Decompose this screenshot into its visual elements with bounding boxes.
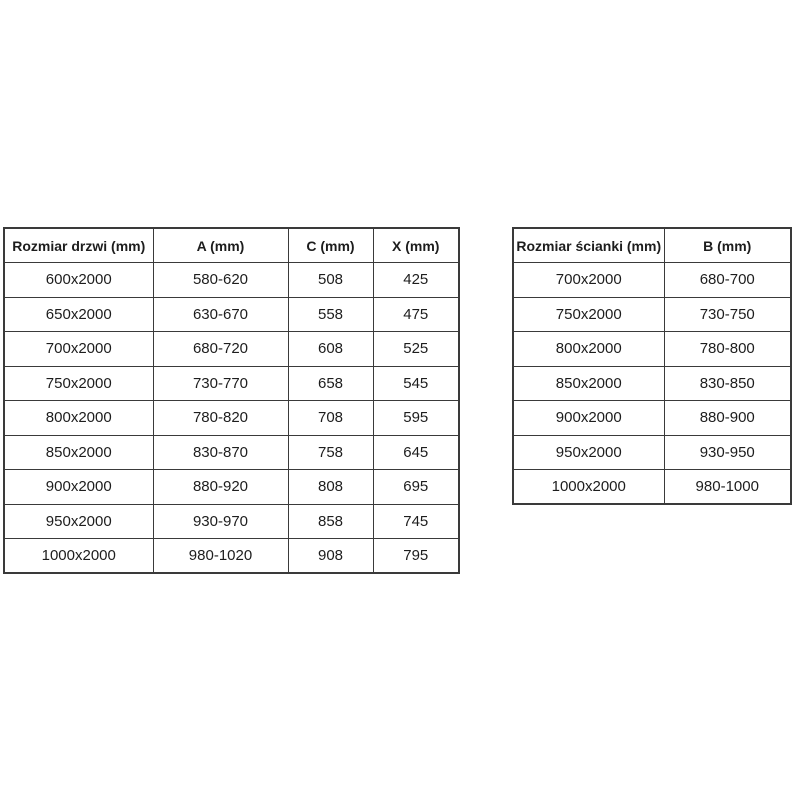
table-cell: 580-620	[153, 263, 288, 298]
table-cell: 830-870	[153, 435, 288, 470]
table-cell: 558	[288, 297, 373, 332]
table-cell: 525	[373, 332, 459, 367]
table-cell: 850x2000	[4, 435, 153, 470]
table-row	[4, 435, 459, 470]
table-row	[4, 401, 459, 436]
table-cell: 730-770	[153, 366, 288, 401]
table-row	[4, 470, 459, 505]
table-row	[4, 539, 459, 574]
column-header: X (mm)	[373, 228, 459, 263]
table-cell: 658	[288, 366, 373, 401]
table-cell: 680-700	[664, 263, 791, 298]
table-cell: 830-850	[664, 366, 791, 401]
table-cell: 680-720	[153, 332, 288, 367]
door-size-table	[3, 227, 460, 574]
table-row	[513, 366, 791, 401]
table-cell: 608	[288, 332, 373, 367]
table-row	[4, 504, 459, 539]
column-header: Rozmiar ścianki (mm)	[513, 228, 664, 263]
table-row	[513, 263, 791, 298]
table-cell: 880-920	[153, 470, 288, 505]
table-row	[513, 401, 791, 436]
table-cell: 700x2000	[513, 263, 664, 298]
table-cell: 950x2000	[513, 435, 664, 470]
table-cell: 595	[373, 401, 459, 436]
table-row	[4, 366, 459, 401]
table-cell: 600x2000	[4, 263, 153, 298]
table-cell: 750x2000	[4, 366, 153, 401]
table-cell: 800x2000	[4, 401, 153, 436]
table-cell: 808	[288, 470, 373, 505]
table-cell: 708	[288, 401, 373, 436]
table-cell: 930-950	[664, 435, 791, 470]
wall-size-table	[512, 227, 792, 505]
table-cell: 695	[373, 470, 459, 505]
table-cell: 900x2000	[513, 401, 664, 436]
table-cell: 858	[288, 504, 373, 539]
table-cell: 1000x2000	[4, 539, 153, 574]
column-header: Rozmiar drzwi (mm)	[4, 228, 153, 263]
table-row	[513, 332, 791, 367]
table-row	[513, 470, 791, 505]
table-cell: 880-900	[664, 401, 791, 436]
table-cell: 850x2000	[513, 366, 664, 401]
table-row	[4, 332, 459, 367]
header-row	[4, 228, 459, 263]
table-cell: 950x2000	[4, 504, 153, 539]
table-cell: 758	[288, 435, 373, 470]
table-cell: 508	[288, 263, 373, 298]
table-row	[513, 435, 791, 470]
table-cell: 750x2000	[513, 297, 664, 332]
table-cell: 475	[373, 297, 459, 332]
table-cell: 800x2000	[513, 332, 664, 367]
table-cell: 630-670	[153, 297, 288, 332]
table-row	[4, 263, 459, 298]
table-cell: 795	[373, 539, 459, 574]
table-cell: 425	[373, 263, 459, 298]
column-header: A (mm)	[153, 228, 288, 263]
table-cell: 980-1020	[153, 539, 288, 574]
table-cell: 900x2000	[4, 470, 153, 505]
table-cell: 745	[373, 504, 459, 539]
table-cell: 908	[288, 539, 373, 574]
table-cell: 700x2000	[4, 332, 153, 367]
table-cell: 980-1000	[664, 470, 791, 505]
header-row	[513, 228, 791, 263]
table-row	[513, 297, 791, 332]
column-header: B (mm)	[664, 228, 791, 263]
column-header: C (mm)	[288, 228, 373, 263]
table-cell: 645	[373, 435, 459, 470]
table-cell: 930-970	[153, 504, 288, 539]
table-cell: 1000x2000	[513, 470, 664, 505]
table-row	[4, 297, 459, 332]
table-cell: 730-750	[664, 297, 791, 332]
table-cell: 780-820	[153, 401, 288, 436]
table-cell: 545	[373, 366, 459, 401]
table-cell: 780-800	[664, 332, 791, 367]
table-cell: 650x2000	[4, 297, 153, 332]
